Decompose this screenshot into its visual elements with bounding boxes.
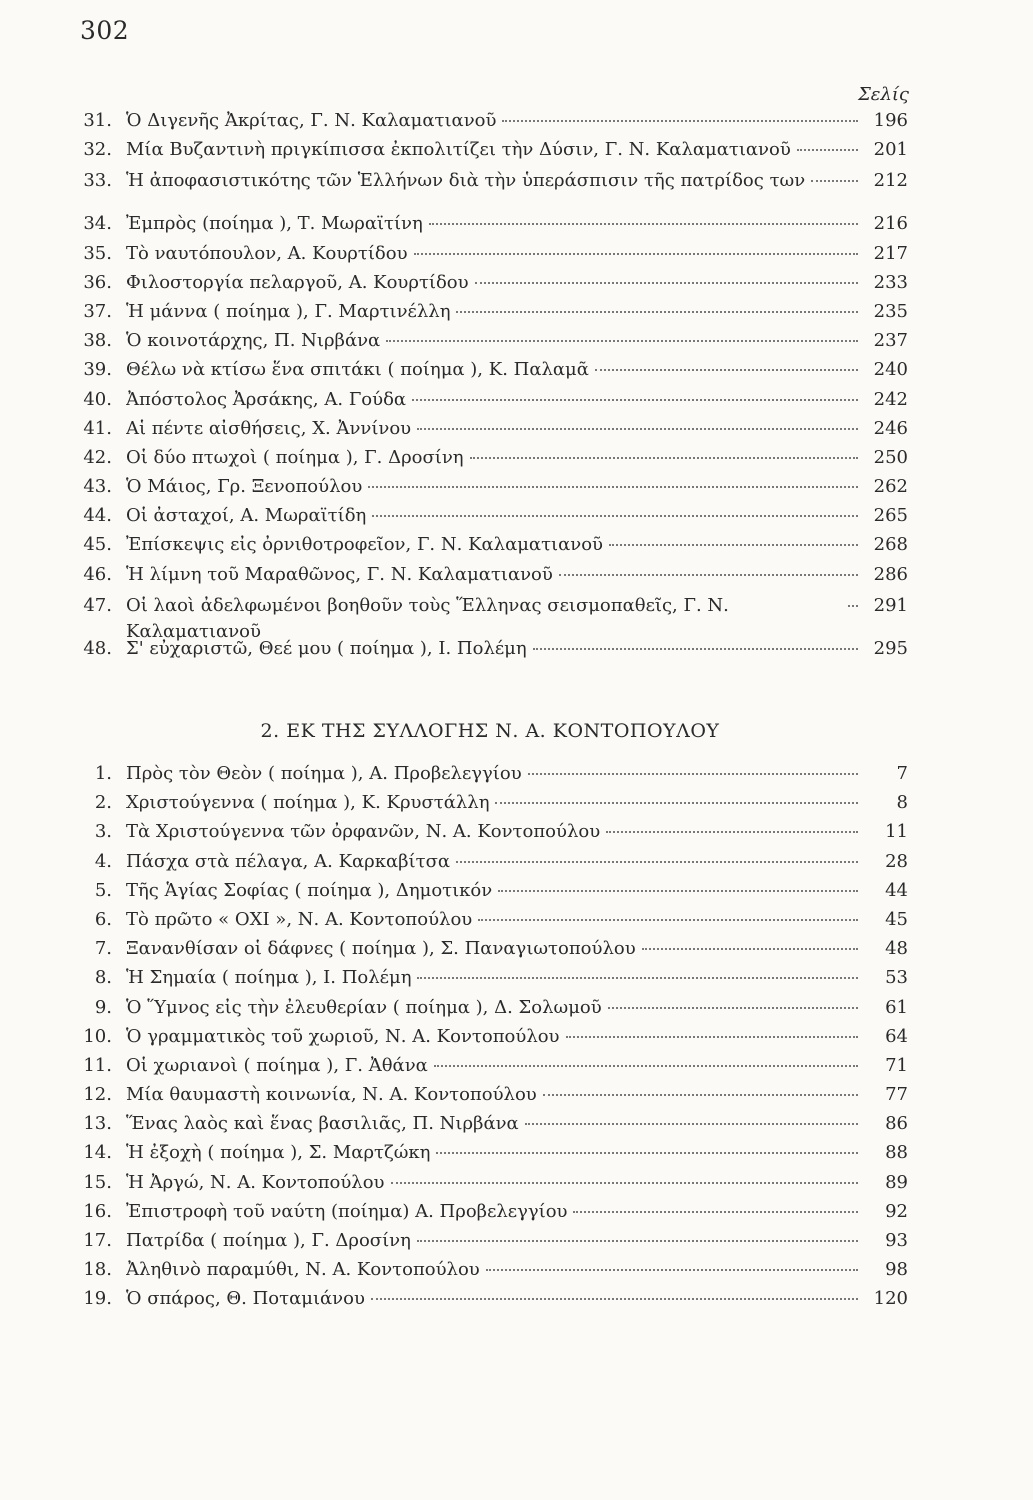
dot-leader <box>498 890 858 892</box>
entry-title: Τῆς Ἁγίας Σοφίας ( ποίημα ), Δημοτικόν <box>126 879 493 901</box>
entry-page: 216 <box>873 213 908 235</box>
dot-leader <box>543 1094 858 1096</box>
entry-title: Ὁ Ὕμνος εἰς τὴν ἐλευθερίαν ( ποίημα ), Δ. Σολωμοῦ <box>126 996 602 1018</box>
entry-title: Πατρίδα ( ποίημα ), Γ. Δροσίνη <box>126 1230 411 1251</box>
entry-number: 17. <box>83 1230 112 1251</box>
dot-leader <box>502 120 858 122</box>
entry-title: Ἀληθινὸ παραμύθι, Ν. Α. Κοντοπούλου <box>126 1259 480 1281</box>
entry-number: 42. <box>83 446 112 468</box>
toc-entry <box>72 821 908 850</box>
toc-entry <box>72 593 908 642</box>
toc-entry <box>72 272 908 301</box>
dot-leader <box>475 282 858 284</box>
entry-title: Ὁ γραμματικὸς τοῦ χωριοῦ, Ν. Α. Κοντοπούλου <box>126 1025 560 1047</box>
toc-entry <box>72 997 908 1026</box>
entry-page: 45 <box>885 908 908 930</box>
entry-page: 86 <box>885 1113 908 1135</box>
entry-number: 9. <box>94 996 112 1018</box>
entry-number: 35. <box>83 242 112 264</box>
toc-entry <box>72 243 908 272</box>
entry-number: 5. <box>94 879 112 901</box>
toc-entry <box>72 418 908 447</box>
entry-title: Ξανανθίσαν οἱ δάφνες ( ποίημα ), Σ. Παναγιωτοπούλου <box>126 938 636 960</box>
entry-page: 92 <box>885 1200 908 1222</box>
entry-number: 41. <box>83 417 112 439</box>
toc-entry <box>72 880 908 909</box>
entry-number: 3. <box>94 821 112 843</box>
entry-page: 93 <box>885 1230 908 1251</box>
entry-page: 233 <box>873 271 908 293</box>
entry-page: 71 <box>885 1054 908 1076</box>
dot-leader <box>609 544 858 546</box>
toc-entry <box>72 139 908 168</box>
entry-number: 7. <box>94 938 112 960</box>
entry-title: Οἱ λαοὶ ἀδελφωμένοι βοηθοῦν τοὺς Ἕλληνας σεισμοπαθεῖς, Γ. Ν. Καλαματιανοῦ <box>126 594 729 642</box>
entry-page: 8 <box>896 792 908 814</box>
dot-leader <box>797 149 858 151</box>
dot-leader <box>566 1036 858 1038</box>
toc-entry <box>72 1113 908 1142</box>
entry-number: 44. <box>83 505 112 527</box>
entry-number: 36. <box>83 271 112 293</box>
entry-page: 88 <box>885 1142 908 1164</box>
toc-section-2 <box>72 763 908 1318</box>
entry-title: Ἀπόστολος Ἀρσάκης, Α. Γούδα <box>126 388 407 410</box>
toc-entry <box>72 168 908 213</box>
dot-leader <box>608 1007 858 1009</box>
dot-leader <box>573 1211 858 1213</box>
entry-number: 2. <box>94 792 112 814</box>
entry-title: Μία θαυμαστὴ κοινωνία, Ν. Α. Κοντοπούλου <box>126 1084 537 1106</box>
dot-leader <box>642 948 858 950</box>
dot-leader <box>386 340 858 342</box>
entry-number: 39. <box>83 359 112 381</box>
entry-page: 242 <box>873 388 908 410</box>
toc-entry <box>72 359 908 388</box>
entry-title: Πρὸς τὸν Θεὸν ( ποίημα ), Α. Προβελεγγίου <box>126 763 522 784</box>
toc-entry <box>72 389 908 418</box>
entry-number: 4. <box>94 850 112 872</box>
page-column-label: Σελίς <box>858 84 909 105</box>
dot-leader <box>495 802 858 804</box>
entry-page: 286 <box>873 563 908 585</box>
entry-page: 262 <box>873 476 908 498</box>
toc-entry <box>72 505 908 534</box>
dot-leader <box>372 515 858 517</box>
toc-entry <box>72 792 908 821</box>
entry-title: Ἡ ἀποφασιστικότης τῶν Ἑλλήνων διὰ τὴν ὑπεράσπισιν τῆς πατρίδος των <box>126 170 806 192</box>
entry-number: 43. <box>83 476 112 498</box>
toc-entry <box>72 763 908 792</box>
entry-title: Ἡ Σημαία ( ποίημα ), Ι. Πολέμη <box>126 967 412 989</box>
dot-leader <box>414 253 858 255</box>
dot-leader <box>456 311 858 313</box>
dot-leader <box>595 369 858 371</box>
entry-title: Τὸ πρῶτο « ΟΧΙ », Ν. Α. Κοντοπούλου <box>126 908 473 930</box>
entry-number: 16. <box>83 1200 112 1222</box>
entry-page: 196 <box>873 110 908 131</box>
entry-title: Φιλοστοργία πελαργοῦ, Α. Κουρτίδου <box>126 271 469 293</box>
dot-leader <box>368 486 858 488</box>
entry-title: Ἐπίσκεψις εἰς ὀρνιθοτροφεῖον, Γ. Ν. Καλαματιανοῦ <box>126 534 603 556</box>
dot-leader <box>429 223 858 225</box>
entry-number: 1. <box>94 763 112 784</box>
entry-number: 37. <box>83 300 112 322</box>
dot-leader <box>528 773 858 775</box>
entry-number: 48. <box>83 637 112 659</box>
entry-title: Ὁ σπάρος, Θ. Ποταμιάνου <box>126 1288 365 1310</box>
entry-title: Σ' εὐχαριστῶ, Θεέ μου ( ποίημα ), Ι. Πολέμη <box>126 637 527 659</box>
entry-page: 61 <box>885 996 908 1018</box>
toc-entry <box>72 1142 908 1171</box>
entry-number: 14. <box>83 1142 112 1164</box>
entry-number: 38. <box>83 330 112 352</box>
toc-entry <box>72 301 908 330</box>
toc-entry <box>72 476 908 505</box>
toc-entry <box>72 564 908 593</box>
dot-leader <box>456 861 858 863</box>
entry-number: 40. <box>83 388 112 410</box>
toc-entry <box>72 967 908 996</box>
entry-title: Ἕνας λαὸς καὶ ἕνας βασιλιᾶς, Π. Νιρβάνα <box>126 1113 519 1135</box>
entry-page: 268 <box>873 534 908 556</box>
entry-number: 19. <box>83 1288 112 1310</box>
entry-number: 10. <box>83 1025 112 1047</box>
entry-title: Τὰ Χριστούγεννα τῶν ὀρφανῶν, Ν. Α. Κοντοπούλου <box>126 821 601 843</box>
entry-title: Ὁ Μάιος, Γρ. Ξενοπούλου <box>126 476 363 498</box>
dot-leader <box>811 180 858 182</box>
toc-entry <box>72 1288 908 1317</box>
toc-entry <box>72 1055 908 1084</box>
entry-number: 12. <box>83 1084 112 1106</box>
dot-leader <box>412 399 858 401</box>
entry-page: 7 <box>896 763 908 784</box>
toc-entry <box>72 213 908 242</box>
entry-page: 77 <box>885 1084 908 1106</box>
entry-page: 53 <box>885 967 908 989</box>
entry-title: Μία Βυζαντινὴ πριγκίπισσα ἐκπολιτίζει τὴν Δύσιν, Γ. Ν. Καλαματιανοῦ <box>126 139 791 161</box>
entry-title: Ἡ ἐξοχὴ ( ποίημα ), Σ. Μαρτζώκη <box>126 1142 431 1164</box>
entry-number: 13. <box>83 1113 112 1135</box>
entry-title: Ἡ Ἀργώ, Ν. Α. Κοντοπούλου <box>126 1171 385 1193</box>
entry-number: 34. <box>83 213 112 235</box>
entry-number: 32. <box>83 139 112 161</box>
entry-title: Οἱ δύο πτωχοὶ ( ποίημα ), Γ. Δροσίνη <box>126 446 464 468</box>
dot-leader <box>478 919 858 921</box>
entry-page: 48 <box>885 938 908 960</box>
entry-page: 250 <box>873 446 908 468</box>
toc-entry <box>72 534 908 563</box>
entry-number: 45. <box>83 534 112 556</box>
entry-page: 217 <box>873 242 908 264</box>
entry-page: 98 <box>885 1259 908 1281</box>
dot-leader <box>417 428 858 430</box>
entry-title: Θέλω νὰ κτίσω ἕνα σπιτάκι ( ποίημα ), Κ. Παλαμᾶ <box>126 359 589 381</box>
entry-number: 31. <box>83 110 112 131</box>
toc-entry <box>72 938 908 967</box>
dot-leader <box>417 977 858 979</box>
entry-page: 240 <box>873 359 908 381</box>
page-number: 302 <box>80 16 130 45</box>
toc-entry <box>72 110 908 139</box>
entry-page: 265 <box>873 505 908 527</box>
entry-title: Ὁ Διγενῆς Ἀκρίτας, Γ. Ν. Καλαματιανοῦ <box>126 110 497 131</box>
entry-title: Χριστούγεννα ( ποίημα ), Κ. Κρυστάλλη <box>126 792 490 814</box>
dot-leader <box>417 1240 858 1242</box>
entry-page: 201 <box>873 139 908 161</box>
entry-number: 6. <box>94 908 112 930</box>
section-2-heading: 2. ΕΚ ΤΗΣ ΣΥΛΛΟΓΗΣ Ν. Α. ΚΟΝΤΟΠΟΥΛΟΥ <box>260 720 720 742</box>
entry-page: 120 <box>873 1288 908 1310</box>
entry-page: 28 <box>885 850 908 872</box>
entry-number: 15. <box>83 1171 112 1193</box>
dot-leader <box>436 1152 858 1154</box>
entry-number: 33. <box>83 170 112 192</box>
entry-number: 46. <box>83 563 112 585</box>
toc-entry <box>72 909 908 938</box>
dot-leader <box>606 831 858 833</box>
entry-page: 295 <box>873 637 908 659</box>
entry-title: Ὁ κοινοτάρχης, Π. Νιρβάνα <box>126 330 381 352</box>
entry-page: 212 <box>873 170 908 192</box>
entry-number: 47. <box>83 594 112 616</box>
toc-entry <box>72 1201 908 1230</box>
dot-leader <box>525 1123 858 1125</box>
entry-title: Οἱ ἀσταχοί, Α. Μωραϊτίδη <box>126 505 367 527</box>
entry-page: 291 <box>873 594 908 616</box>
dot-leader <box>470 457 858 459</box>
toc-entry <box>72 1084 908 1113</box>
dot-leader <box>848 605 858 607</box>
toc-entry <box>72 330 908 359</box>
dot-leader <box>559 574 858 576</box>
entry-number: 18. <box>83 1259 112 1281</box>
entry-page: 44 <box>885 879 908 901</box>
entry-page: 89 <box>885 1171 908 1193</box>
entry-title: Ἐμπρὸς (ποίημα ), Τ. Μωραϊτίνη <box>126 213 423 235</box>
entry-page: 237 <box>873 330 908 352</box>
entry-title: Οἱ χωριανοὶ ( ποίημα ), Γ. Ἀθάνα <box>126 1054 428 1076</box>
toc-entry <box>72 1230 908 1259</box>
entry-page: 246 <box>873 417 908 439</box>
dot-leader <box>486 1269 858 1271</box>
entry-page: 64 <box>885 1025 908 1047</box>
dot-leader <box>533 648 858 650</box>
entry-title: Ἡ λίμνη τοῦ Μαραθῶνος, Γ. Ν. Καλαματιανοῦ <box>126 563 553 585</box>
entry-page: 235 <box>873 300 908 322</box>
dot-leader <box>434 1065 858 1067</box>
entry-title: Ἐπιστροφὴ τοῦ ναύτη (ποίημα) Α. Προβελεγγίου <box>126 1200 568 1222</box>
entry-number: 11. <box>83 1054 112 1076</box>
toc-entry <box>72 1259 908 1288</box>
dot-leader <box>371 1298 858 1300</box>
dot-leader <box>391 1182 859 1184</box>
toc-section-1 <box>72 110 908 667</box>
entry-number: 8. <box>94 967 112 989</box>
toc-entry <box>72 447 908 476</box>
entry-page: 11 <box>885 821 908 843</box>
entry-title: Πάσχα στὰ πέλαγα, Α. Καρκαβίτσα <box>126 850 451 872</box>
entry-title: Αἱ πέντε αἰσθήσεις, Χ. Ἀννίνου <box>126 417 412 439</box>
toc-entry <box>72 1172 908 1201</box>
entry-title: Ἡ μάννα ( ποίημα ), Γ. Μαρτινέλλη <box>126 300 451 322</box>
toc-entry <box>72 851 908 880</box>
entry-title: Τὸ ναυτόπουλον, Α. Κουρτίδου <box>126 242 408 264</box>
toc-entry <box>72 1026 908 1055</box>
